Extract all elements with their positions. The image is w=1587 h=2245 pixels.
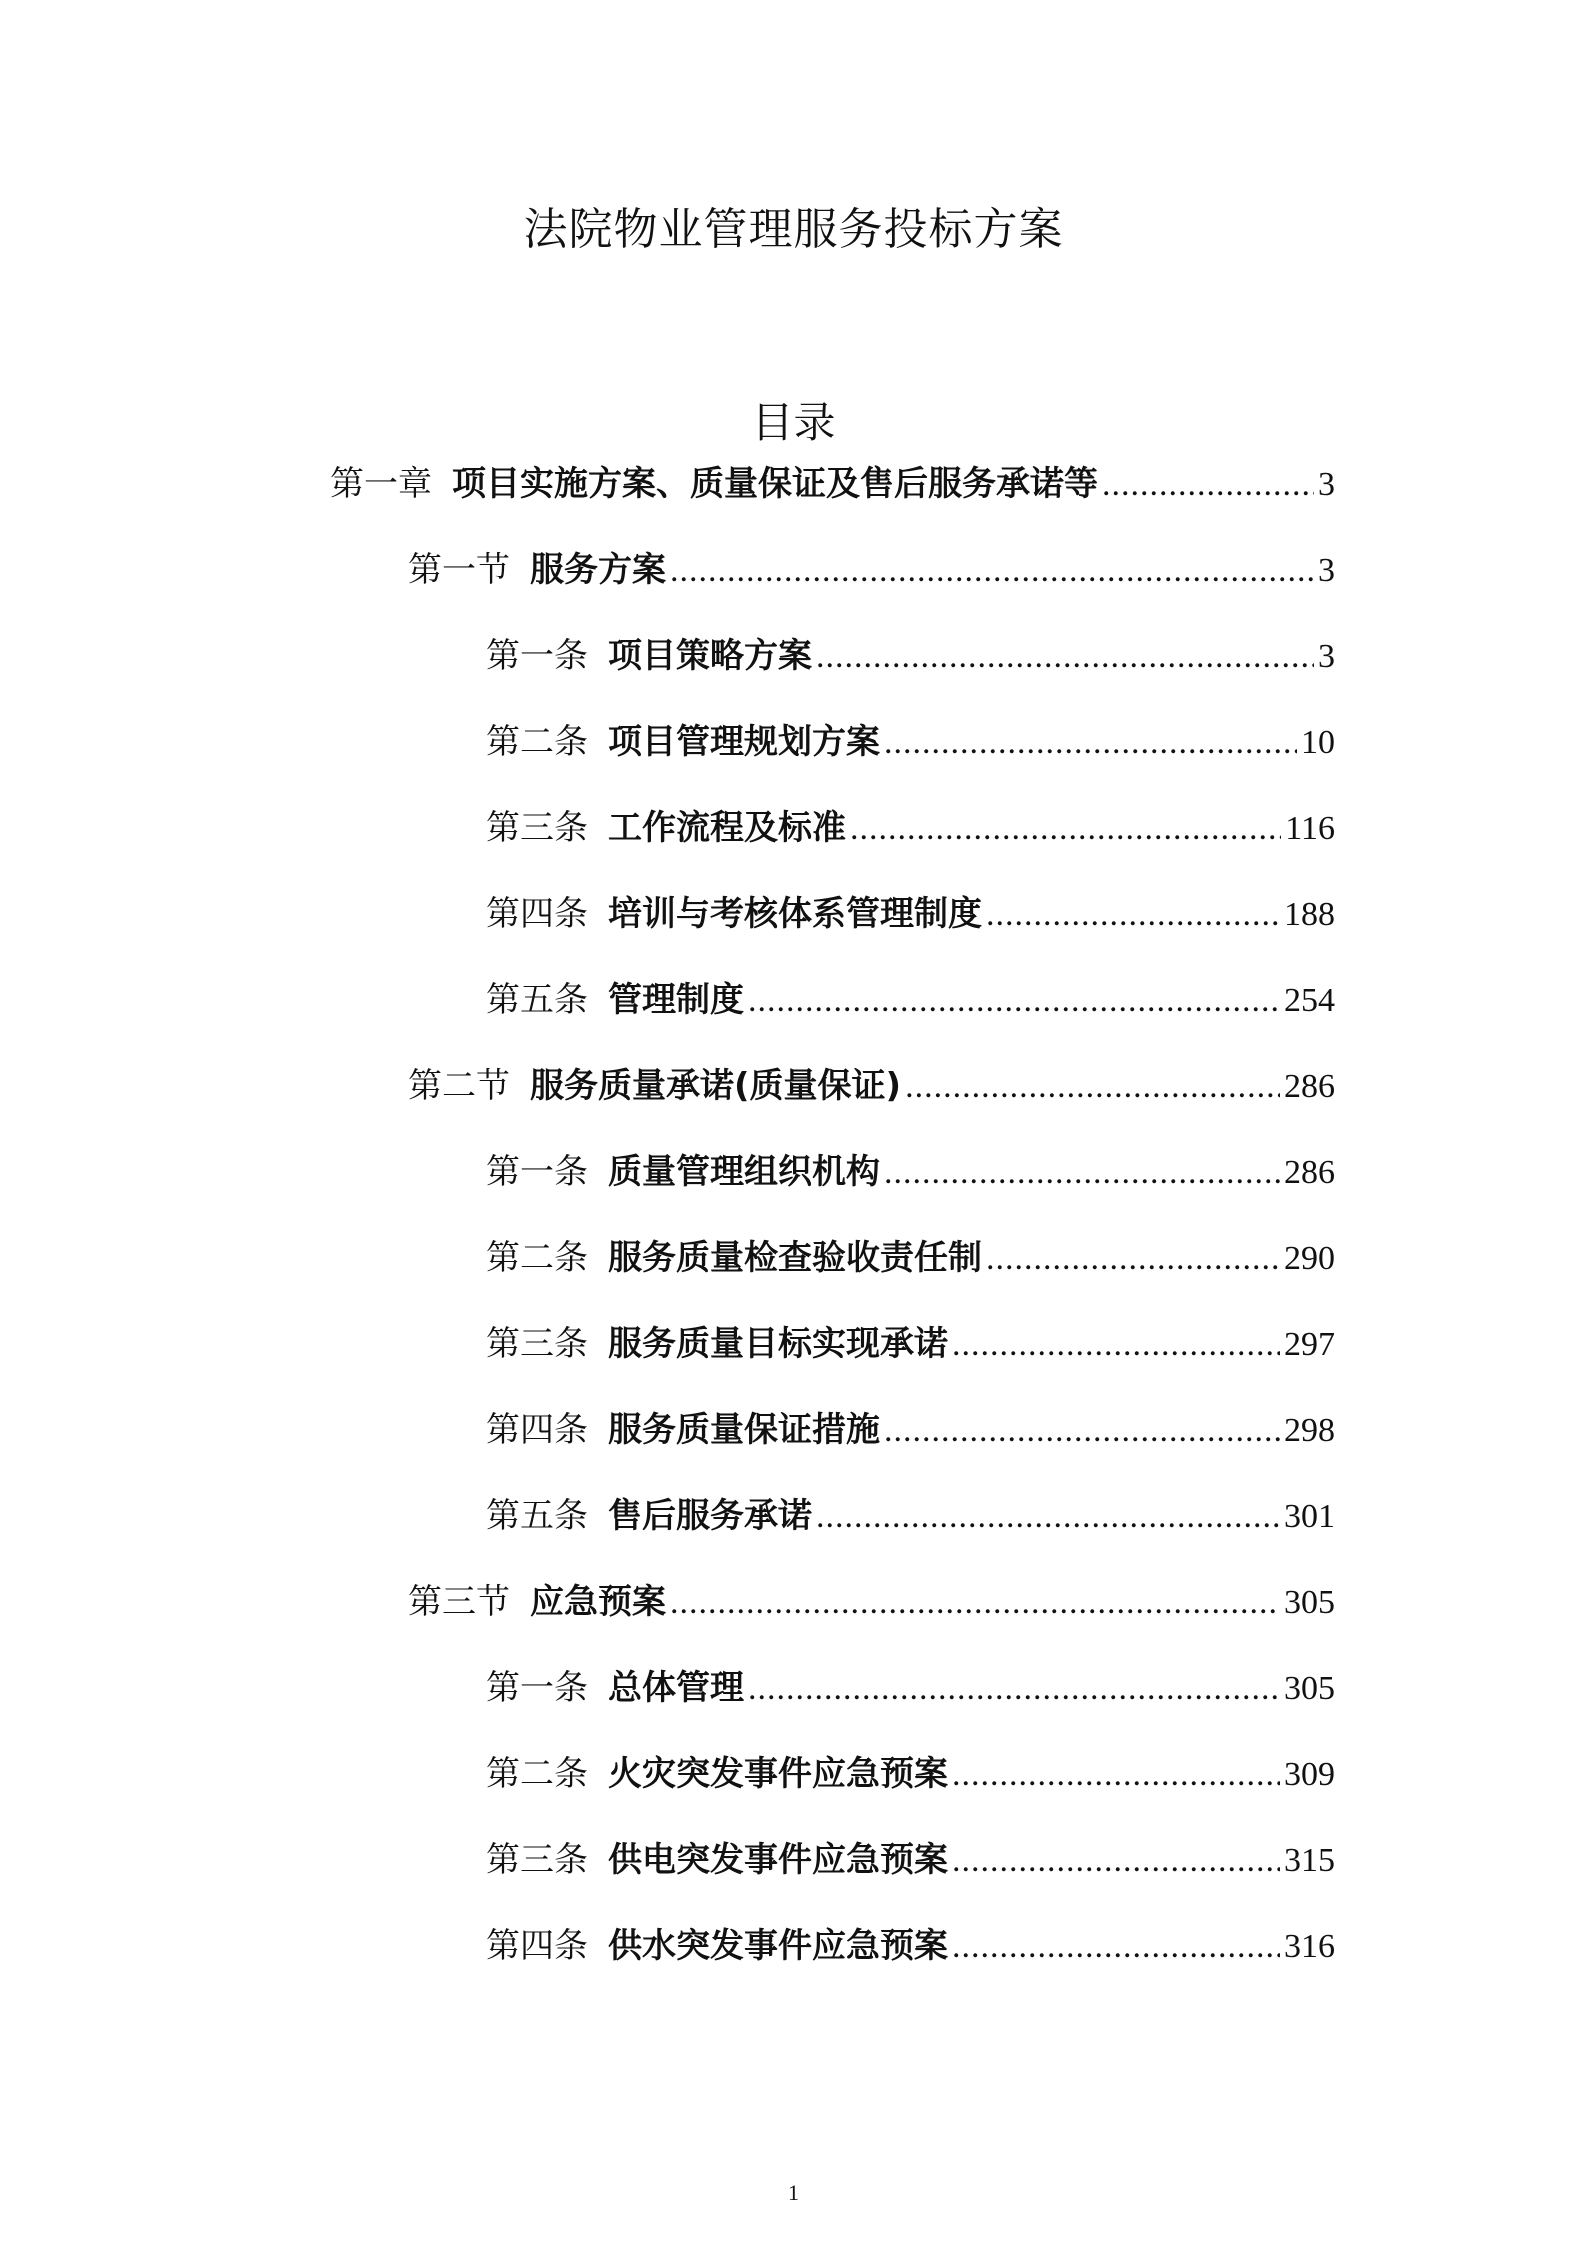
toc-entry-page: 290 [1284, 1240, 1335, 1277]
toc-entry-title: 管理制度 [608, 980, 744, 1020]
toc-entry-number: 第五条 [486, 1496, 588, 1536]
toc-entry-number: 第五条 [486, 980, 588, 1020]
toc-entry-title: 总体管理 [608, 1668, 744, 1708]
toc-entry-article[interactable] [486, 1316, 1335, 1372]
toc-entry-page: 305 [1284, 1670, 1335, 1707]
dot-leader [884, 1403, 1280, 1459]
toc-entry-number: 第二节 [408, 1066, 510, 1106]
toc-entry-article[interactable] [486, 1144, 1335, 1200]
toc-entry-title: 服务质量目标实现承诺 [608, 1324, 948, 1364]
toc-entry-page: 286 [1284, 1154, 1335, 1191]
toc-entry-article[interactable] [486, 1746, 1335, 1802]
toc-entry-number: 第四条 [486, 894, 588, 934]
toc-entry-title: 项目管理规划方案 [608, 722, 880, 762]
toc-entry-number: 第三条 [486, 1324, 588, 1364]
dot-leader [884, 715, 1297, 771]
toc-entry-article[interactable] [486, 714, 1335, 770]
toc-entry-number: 第三节 [408, 1582, 510, 1622]
toc-entry-page: 3 [1318, 638, 1335, 675]
dot-leader [1102, 457, 1314, 513]
dot-leader [986, 887, 1280, 943]
toc-entry-title: 火灾突发事件应急预案 [608, 1754, 948, 1794]
toc-entry-number: 第三条 [486, 1840, 588, 1880]
toc-entry-title: 项目实施方案、质量保证及售后服务承诺等 [452, 464, 1098, 504]
toc-entry-article[interactable] [486, 1918, 1335, 1974]
toc-entry-article[interactable] [486, 1230, 1335, 1286]
dot-leader [986, 1231, 1280, 1287]
toc-entry-title: 服务质量检查验收责任制 [608, 1238, 982, 1278]
toc-heading: 目录 [751, 398, 836, 447]
toc-entry-title: 服务质量承诺(质量保证) [530, 1066, 902, 1106]
toc-entry-page: 254 [1284, 982, 1335, 1019]
dot-leader [670, 1575, 1280, 1631]
toc-entry-article[interactable] [486, 886, 1335, 942]
toc-entry-number: 第二条 [486, 1238, 588, 1278]
toc-entry-page: 188 [1284, 896, 1335, 933]
toc-entry-title: 供电突发事件应急预案 [608, 1840, 948, 1880]
toc-entry-page: 301 [1284, 1498, 1335, 1535]
toc-entry-article[interactable] [486, 628, 1335, 684]
toc-entry-title: 质量管理组织机构 [608, 1152, 880, 1192]
toc-entry-section-2[interactable] [408, 1058, 1335, 1114]
toc-entry-section-3[interactable] [408, 1574, 1335, 1630]
toc-entry-article[interactable] [486, 1488, 1335, 1544]
dot-leader [816, 1489, 1280, 1545]
toc-entry-page: 305 [1284, 1584, 1335, 1621]
toc-entry-page: 309 [1284, 1756, 1335, 1793]
toc-entry-article[interactable] [486, 800, 1335, 856]
toc-entry-number: 第一条 [486, 1668, 588, 1708]
toc-entry-number: 第四条 [486, 1926, 588, 1966]
toc-entry-section-1[interactable] [408, 542, 1335, 598]
toc-entry-title: 供水突发事件应急预案 [608, 1926, 948, 1966]
toc-entry-page: 10 [1301, 724, 1335, 761]
toc-entry-page: 298 [1284, 1412, 1335, 1449]
dot-leader [670, 543, 1314, 599]
dot-leader [884, 1145, 1280, 1201]
toc-entry-article[interactable] [486, 1402, 1335, 1458]
dot-leader [748, 1661, 1280, 1717]
toc-entry-number: 第一条 [486, 1152, 588, 1192]
toc-entry-title: 售后服务承诺 [608, 1496, 812, 1536]
toc-entry-title: 项目策略方案 [608, 636, 812, 676]
dot-leader [952, 1833, 1280, 1889]
toc-entry-page: 315 [1284, 1842, 1335, 1879]
toc-entry-page: 297 [1284, 1326, 1335, 1363]
toc-entry-page: 116 [1285, 810, 1335, 847]
toc-entry-number: 第一条 [486, 636, 588, 676]
toc-entry-article[interactable] [486, 1660, 1335, 1716]
toc-entry-title: 服务质量保证措施 [608, 1410, 880, 1450]
document-title: 法院物业管理服务投标方案 [523, 204, 1064, 255]
dot-leader [748, 973, 1280, 1029]
toc-entry-title: 应急预案 [530, 1582, 666, 1622]
dot-leader [816, 629, 1314, 685]
toc-entry-article[interactable] [486, 1832, 1335, 1888]
dot-leader [905, 1059, 1280, 1115]
toc-entry-article[interactable] [486, 972, 1335, 1028]
footer-page-number: 1 [788, 2180, 799, 2205]
toc-entry-number: 第一节 [408, 550, 510, 590]
dot-leader [850, 801, 1281, 857]
toc-entry-page: 316 [1284, 1928, 1335, 1965]
toc-entry-number: 第一章 [330, 464, 432, 504]
toc-entry-number: 第三条 [486, 808, 588, 848]
toc-entry-page: 3 [1318, 552, 1335, 589]
toc-entry-number: 第四条 [486, 1410, 588, 1450]
toc-entry-title: 工作流程及标准 [608, 808, 846, 848]
dot-leader [952, 1317, 1280, 1373]
toc-entry-chapter-1[interactable] [330, 456, 1335, 512]
dot-leader [952, 1747, 1280, 1803]
toc-entry-page: 286 [1284, 1068, 1335, 1105]
toc-entry-page: 3 [1318, 466, 1335, 503]
toc-entry-number: 第二条 [486, 722, 588, 762]
dot-leader [952, 1919, 1280, 1975]
toc-entry-title: 服务方案 [530, 550, 666, 590]
toc-entry-title: 培训与考核体系管理制度 [608, 894, 982, 934]
toc-entry-number: 第二条 [486, 1754, 588, 1794]
